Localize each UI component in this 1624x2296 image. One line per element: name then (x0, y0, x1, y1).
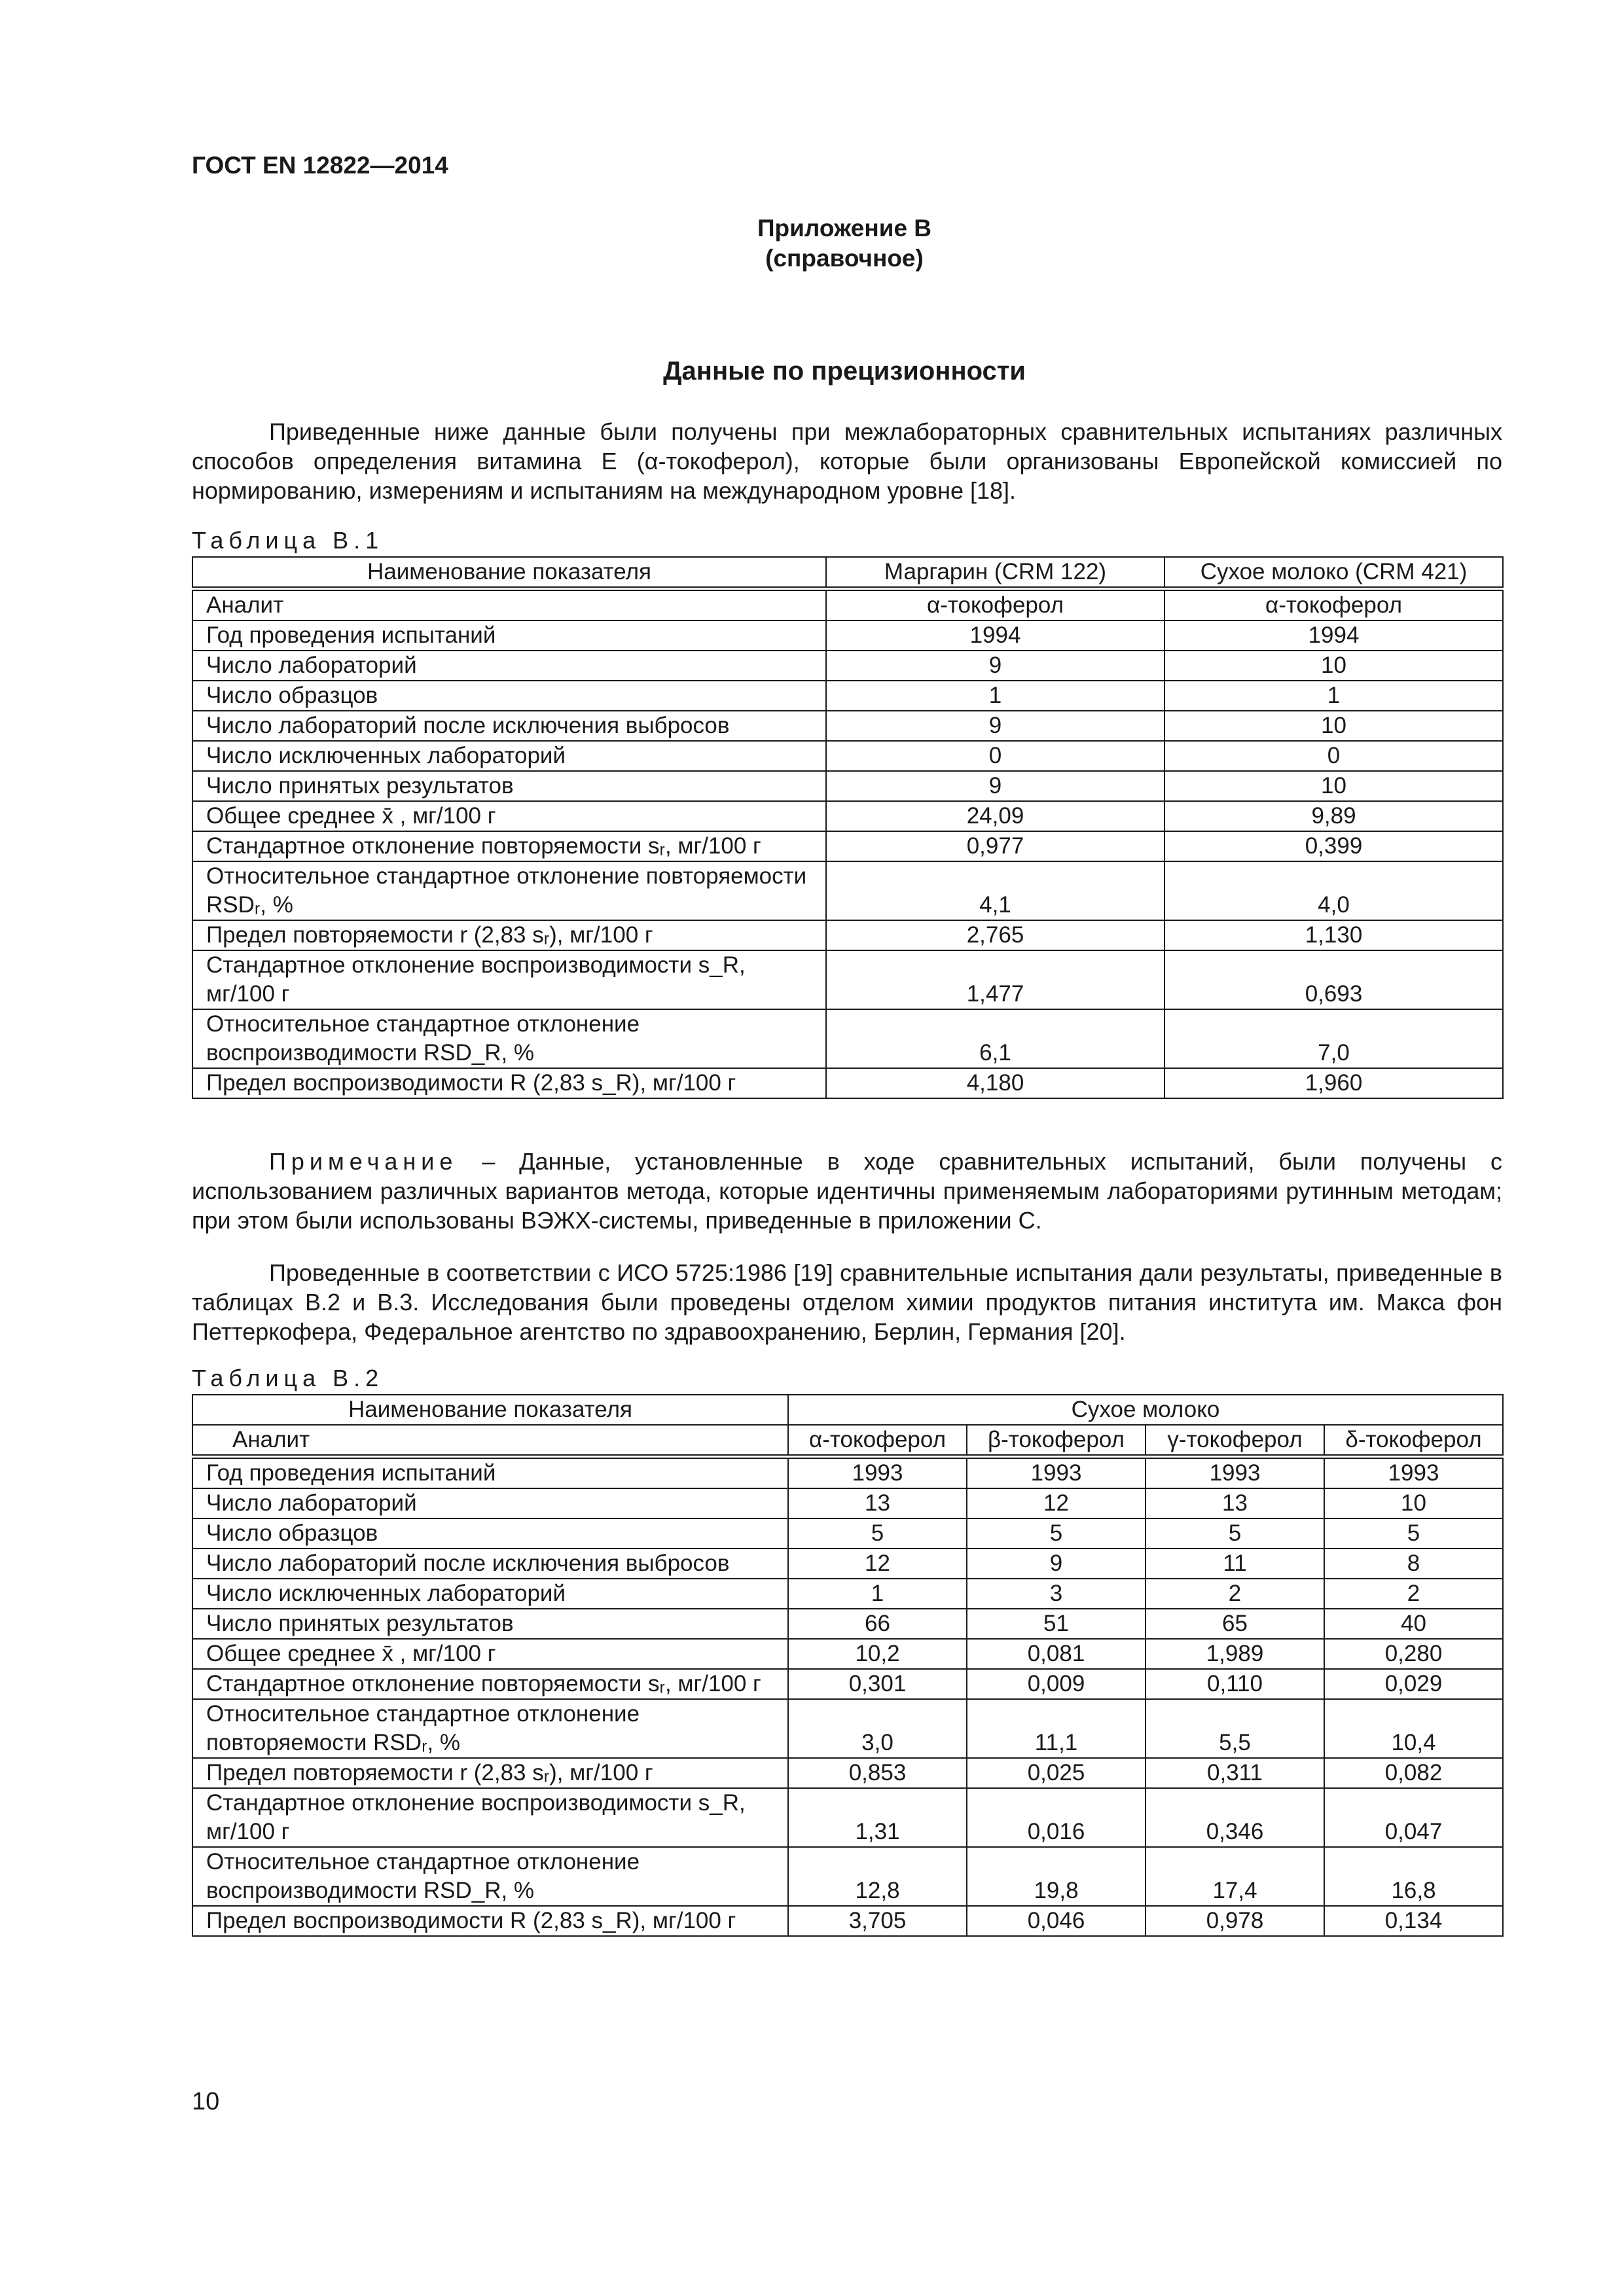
value-cell: 1 (1164, 681, 1503, 711)
value-cell: 9 (967, 1549, 1146, 1579)
table-row (192, 831, 1503, 861)
value-cell: 5 (967, 1518, 1146, 1549)
value-cell: 0,082 (1324, 1758, 1503, 1788)
table2-header-analyte: δ-токоферол (1324, 1425, 1503, 1457)
row-label: Относительное стандартное отклонение повторяемости RSDᵣ, % (192, 861, 826, 920)
value-cell: 65 (1146, 1609, 1324, 1639)
table-row (192, 920, 1503, 950)
value-cell: 0 (1164, 741, 1503, 771)
annex-subtitle: (справочное) (765, 245, 924, 272)
value-cell: 5,5 (1146, 1699, 1324, 1758)
row-label: Число исключенных лабораторий (192, 741, 826, 771)
value-cell: 10,2 (788, 1639, 967, 1669)
note-label: Примечание (269, 1148, 458, 1175)
table-row (192, 1009, 1503, 1068)
value-cell: 0,280 (1324, 1639, 1503, 1669)
row-label: Общее среднее x̄ , мг/100 г (192, 801, 826, 831)
value-cell: 5 (788, 1518, 967, 1549)
document-code: ГОСТ EN 12822—2014 (192, 152, 448, 179)
value-cell: 1993 (1146, 1457, 1324, 1489)
value-cell: 0,110 (1146, 1669, 1324, 1699)
table-row (192, 1549, 1503, 1579)
table-row (192, 1579, 1503, 1609)
table-row (192, 861, 1503, 920)
value-cell: 12,8 (788, 1847, 967, 1906)
table2 (192, 1394, 1504, 1937)
row-label: Предел воспроизводимости R (2,83 s_R), мг/100 г (192, 1068, 826, 1098)
value-cell: 0,977 (826, 831, 1164, 861)
value-cell: 3 (967, 1579, 1146, 1609)
value-cell: α-токоферол (1164, 589, 1503, 621)
value-cell: 0,853 (788, 1758, 967, 1788)
value-cell: 0 (826, 741, 1164, 771)
row-label: Общее среднее x̄ , мг/100 г (192, 1639, 788, 1669)
note-text: – Данные, установленные в ходе сравнительных испытаний, были получены с использованием различных вариантов метода, которые идентичны применяемым лабораториями рутинным методам; при этом были использованы ВЭЖХ-системы, приведенные в приложении С. (192, 1148, 1502, 1234)
value-cell: 0,047 (1324, 1788, 1503, 1847)
row-label: Число лабораторий (192, 651, 826, 681)
value-cell: 8 (1324, 1549, 1503, 1579)
table-row (192, 1457, 1503, 1489)
value-cell: 0,978 (1146, 1906, 1324, 1936)
value-cell: 1993 (1324, 1457, 1503, 1489)
table-row (192, 1758, 1503, 1788)
row-label: Год проведения испытаний (192, 1457, 788, 1489)
value-cell: 0,009 (967, 1669, 1146, 1699)
value-cell: 6,1 (826, 1009, 1164, 1068)
table-row (192, 1699, 1503, 1758)
row-label: Стандартное отклонение воспроизводимости s_R, мг/100 г (192, 1788, 788, 1847)
table-row (192, 1788, 1503, 1847)
intro-paragraph (192, 417, 1502, 505)
value-cell: 9 (826, 711, 1164, 741)
value-cell: 10 (1164, 771, 1503, 801)
table-row (192, 1639, 1503, 1669)
value-cell: 9,89 (1164, 801, 1503, 831)
value-cell: 2,765 (826, 920, 1164, 950)
value-cell: 1,130 (1164, 920, 1503, 950)
value-cell: 9 (826, 651, 1164, 681)
row-label: Число лабораторий после исключения выбросов (192, 1549, 788, 1579)
value-cell: 0,081 (967, 1639, 1146, 1669)
page-number: 10 (192, 2088, 220, 2115)
table-row (192, 620, 1503, 651)
value-cell: 4,1 (826, 861, 1164, 920)
value-cell: 0,311 (1146, 1758, 1324, 1788)
table2-param-label: Наименование показателя (193, 1395, 787, 1426)
value-cell: 3,705 (788, 1906, 967, 1936)
intro-paragraph-text: Приведенные ниже данные были получены при межлабораторных сравнительных испытаниях различных способов определения витамина Е (α-токоферол), которые были организованы Европейской комиссией по нормированию, измерениям и испытаниям на международном уровне [18]. (192, 418, 1502, 504)
row-label: Предел воспроизводимости R (2,83 s_R), мг/100 г (192, 1906, 788, 1936)
table1-header-milk: Сухое молоко (CRM 421) (1164, 557, 1503, 589)
value-cell: 11,1 (967, 1699, 1146, 1758)
annex-title: Приложение В (757, 215, 932, 242)
value-cell: 10 (1164, 711, 1503, 741)
row-label: Число образцов (192, 681, 826, 711)
table-row (192, 1488, 1503, 1518)
value-cell: 0,016 (967, 1788, 1146, 1847)
table-row (192, 950, 1503, 1009)
second-paragraph-text: Проведенные в соответствии с ИСО 5725:1986 [19] сравнительные испытания дали результаты, приведенные в таблицах В.2 и В.3. Исследования были проведены отделом химии продуктов питания института им. Макса фон Петтеркофера, Федеральное агентство по здравоохранению, Берлин, Германия [20]. (192, 1259, 1502, 1345)
table-row (192, 1847, 1503, 1906)
row-label: Предел повторяемости r (2,83 sᵣ), мг/100 г (192, 1758, 788, 1788)
value-cell: 0,046 (967, 1906, 1146, 1936)
value-cell: 66 (788, 1609, 967, 1639)
value-cell: 2 (1146, 1579, 1324, 1609)
value-cell: 0,399 (1164, 831, 1503, 861)
table-row (192, 1518, 1503, 1549)
value-cell: 1993 (967, 1457, 1146, 1489)
table2-header-analyte: γ-токоферол (1146, 1425, 1324, 1457)
value-cell: 4,0 (1164, 861, 1503, 920)
value-cell: 0,025 (967, 1758, 1146, 1788)
value-cell: 7,0 (1164, 1009, 1503, 1068)
row-label: Число лабораторий после исключения выбросов (192, 711, 826, 741)
table-row (192, 1068, 1503, 1098)
value-cell: 9 (826, 771, 1164, 801)
row-label: Число принятых результатов (192, 771, 826, 801)
second-paragraph (192, 1258, 1502, 1346)
value-cell: 3,0 (788, 1699, 967, 1758)
note (192, 1147, 1502, 1235)
row-label: Относительное стандартное отклонение воспроизводимости RSD_R, % (192, 1009, 826, 1068)
table1-caption: Таблица В.1 (192, 527, 384, 554)
value-cell: 13 (1146, 1488, 1324, 1518)
row-label: Относительное стандартное отклонение воспроизводимости RSD_R, % (192, 1847, 788, 1906)
row-label: Предел повторяемости r (2,83 sᵣ), мг/100 г (192, 920, 826, 950)
table2-header-analyte: β-токоферол (967, 1425, 1146, 1457)
value-cell: α-токоферол (826, 589, 1164, 621)
value-cell: 4,180 (826, 1068, 1164, 1098)
row-label: Год проведения испытаний (192, 620, 826, 651)
value-cell: 10 (1324, 1488, 1503, 1518)
row-label: Стандартное отклонение повторяемости sᵣ, мг/100 г (192, 1669, 788, 1699)
table-row (192, 801, 1503, 831)
row-label: Число образцов (192, 1518, 788, 1549)
table-row (192, 681, 1503, 711)
table2-header-analyte: α-токоферол (788, 1425, 967, 1457)
value-cell: 0,346 (1146, 1788, 1324, 1847)
value-cell: 1 (826, 681, 1164, 711)
row-label: Стандартное отклонение воспроизводимости s_R, мг/100 г (192, 950, 826, 1009)
table1 (192, 556, 1504, 1099)
table-row (192, 1609, 1503, 1639)
table-row (192, 1906, 1503, 1936)
value-cell: 1993 (788, 1457, 967, 1489)
value-cell: 0,693 (1164, 950, 1503, 1009)
table2-analyte-label: Аналит (232, 1427, 310, 1452)
value-cell: 12 (967, 1488, 1146, 1518)
table2-header-group: Сухое молоко (788, 1395, 1503, 1425)
row-label: Число исключенных лабораторий (192, 1579, 788, 1609)
value-cell: 24,09 (826, 801, 1164, 831)
value-cell: 51 (967, 1609, 1146, 1639)
value-cell: 10,4 (1324, 1699, 1503, 1758)
value-cell: 1,477 (826, 950, 1164, 1009)
value-cell: 5 (1324, 1518, 1503, 1549)
value-cell: 11 (1146, 1549, 1324, 1579)
value-cell: 1,31 (788, 1788, 967, 1847)
table-row (192, 741, 1503, 771)
table-row (192, 771, 1503, 801)
table2-header-param (192, 1395, 788, 1457)
value-cell: 0,029 (1324, 1669, 1503, 1699)
row-label: Аналит (192, 589, 826, 621)
value-cell: 0,301 (788, 1669, 967, 1699)
table-row (192, 651, 1503, 681)
value-cell: 5 (1146, 1518, 1324, 1549)
value-cell: 12 (788, 1549, 967, 1579)
value-cell: 17,4 (1146, 1847, 1324, 1906)
value-cell: 1,989 (1146, 1639, 1324, 1669)
value-cell: 1994 (826, 620, 1164, 651)
value-cell: 1,960 (1164, 1068, 1503, 1098)
row-label: Число лабораторий (192, 1488, 788, 1518)
table-row (192, 589, 1503, 621)
value-cell: 2 (1324, 1579, 1503, 1609)
value-cell: 13 (788, 1488, 967, 1518)
table1-header-margarine: Маргарин (CRM 122) (826, 557, 1164, 589)
section-title: Данные по прецизионности (663, 357, 1026, 386)
value-cell: 0,134 (1324, 1906, 1503, 1936)
value-cell: 10 (1164, 651, 1503, 681)
table2-caption: Таблица В.2 (192, 1365, 384, 1391)
table-row (192, 1669, 1503, 1699)
row-label: Стандартное отклонение повторяемости sᵣ, мг/100 г (192, 831, 826, 861)
value-cell: 16,8 (1324, 1847, 1503, 1906)
table1-header-param: Наименование показателя (192, 557, 826, 589)
value-cell: 1 (788, 1579, 967, 1609)
value-cell: 40 (1324, 1609, 1503, 1639)
row-label: Относительное стандартное отклонение повторяемости RSDᵣ, % (192, 1699, 788, 1758)
value-cell: 1994 (1164, 620, 1503, 651)
row-label: Число принятых результатов (192, 1609, 788, 1639)
table-row (192, 711, 1503, 741)
value-cell: 19,8 (967, 1847, 1146, 1906)
